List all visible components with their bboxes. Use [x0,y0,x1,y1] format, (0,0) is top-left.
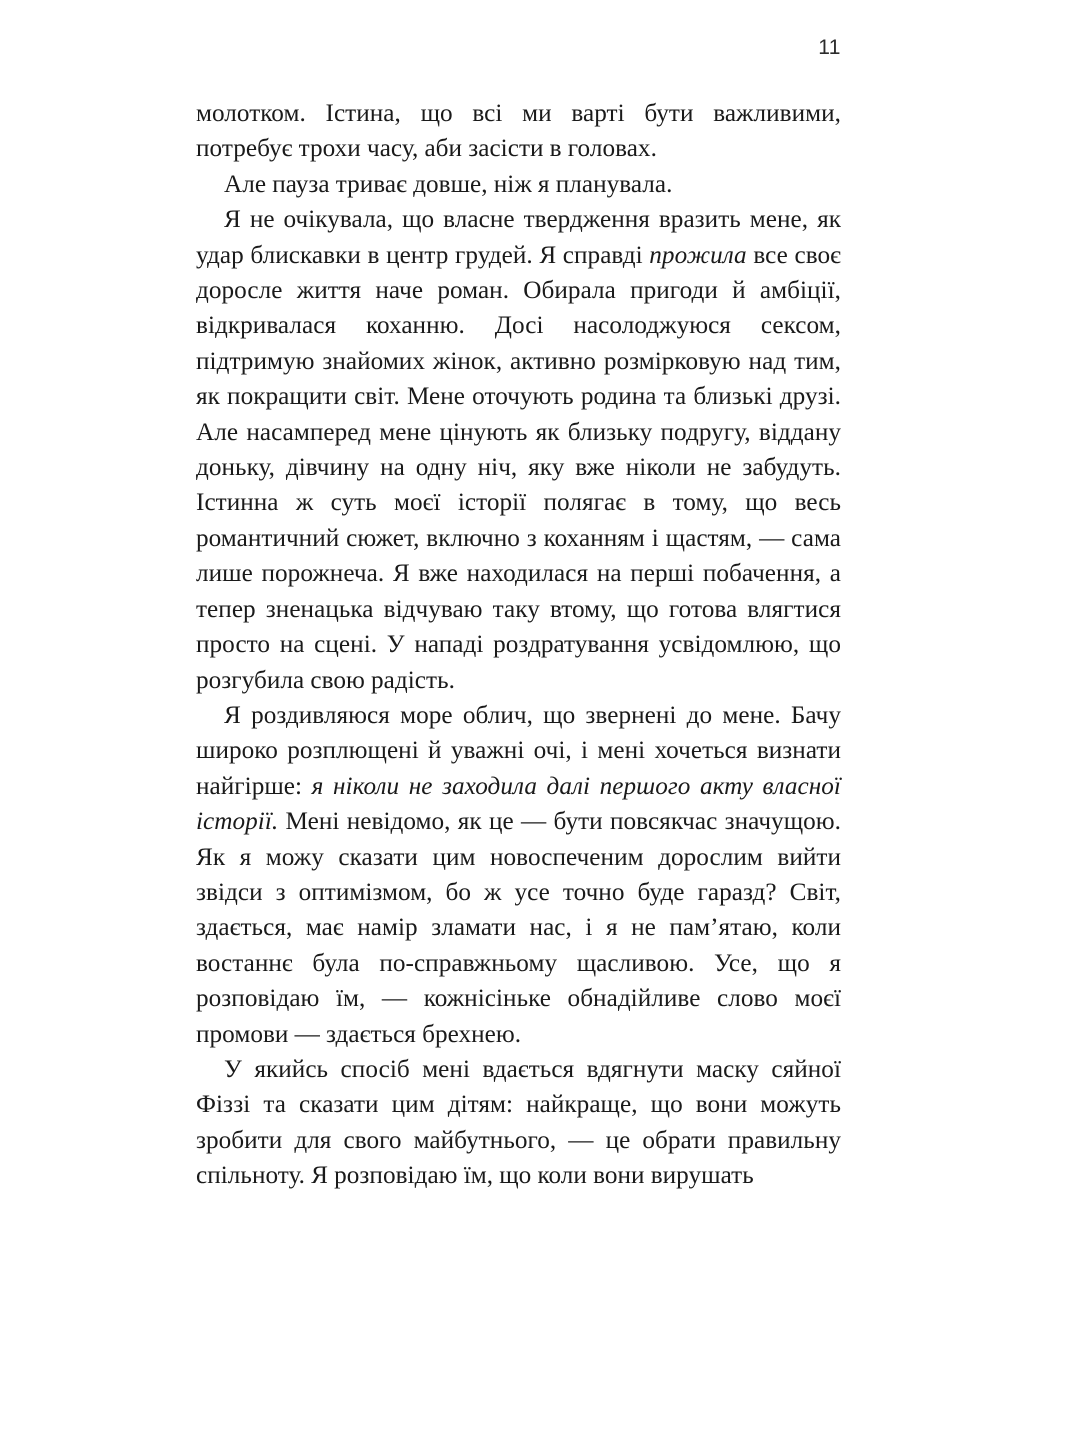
body-text: Але пауза триває довше, ніж я планувала. [224,170,673,198]
folio-row [196,36,841,60]
body-text: У якийсь спосіб мені вдається вдягнути маску сяйної Фіззі та сказати цим дітям: найкраще, що вони можуть зробити для свого майбутнього, — це обрати правильну спільноту. Я розповідаю їм, що коли вони вирушать [196,1055,841,1190]
page-number: 11 [818,36,841,59]
paragraph [196,698,841,1052]
paragraph [196,167,841,202]
emphasis-text: прожила [649,241,747,269]
body-text: Мені невідомо, як це — бути повсякчас значущою. Як я можу сказати цим новоспеченим дорослим вийти звідси з оптимізмом, бо ж усе точно буде гаразд? Світ, здається, має намір зламати нас, і я не пам’ятаю, коли востаннє була по-справжньому щасливою. Усе, що я розповідаю їм, — кожнісіньке обнадійливе слово моєї промови — здається брехнею. [196,808,841,1048]
paragraph [196,1052,841,1194]
body-text: Я роздивляюся море облич, що звернені до мене. Бачу широко розплющені й уважні очі, і мені хочеться визнати найгірше: [196,701,841,800]
emphasis-text: я ніколи не заходила далі першого акту власної історії. [196,772,841,836]
body-text: Я не очікувала, що власне твердження вразить мене, як удар блискавки в центр грудей. Я справді [196,206,841,269]
body-text: молотком. Істина, що всі ми варті бути важливими, потребує трохи часу, аби засісти в головах. [196,100,841,163]
paragraph [196,96,841,167]
paragraph [196,202,841,698]
body-text: все своє доросле життя наче роман. Обирала пригоди й амбіції, відкривалася коханню. Досі насолоджуюся сексом, підтримую знайомих жінок, активно розмірковую над тим, як покращити світ. Мене оточують родина та близькі друзі. Але насамперед мене цінують як близьку подругу, віддану доньку, дівчину на одну ніч, яку вже ніколи не забудуть. Істинна ж суть моєї історії полягає в тому, що весь романтичний сюжет, включно з коханням і щастям, — сама лише порожнеча. Я вже находилася на перші побачення, а тепер зненацька відчуваю таку втому, що готова влягтися просто на сцені. У нападі роздратування усвідомлюю, що розгубила свою радість. [196,241,841,694]
body-text-block [196,96,841,1194]
